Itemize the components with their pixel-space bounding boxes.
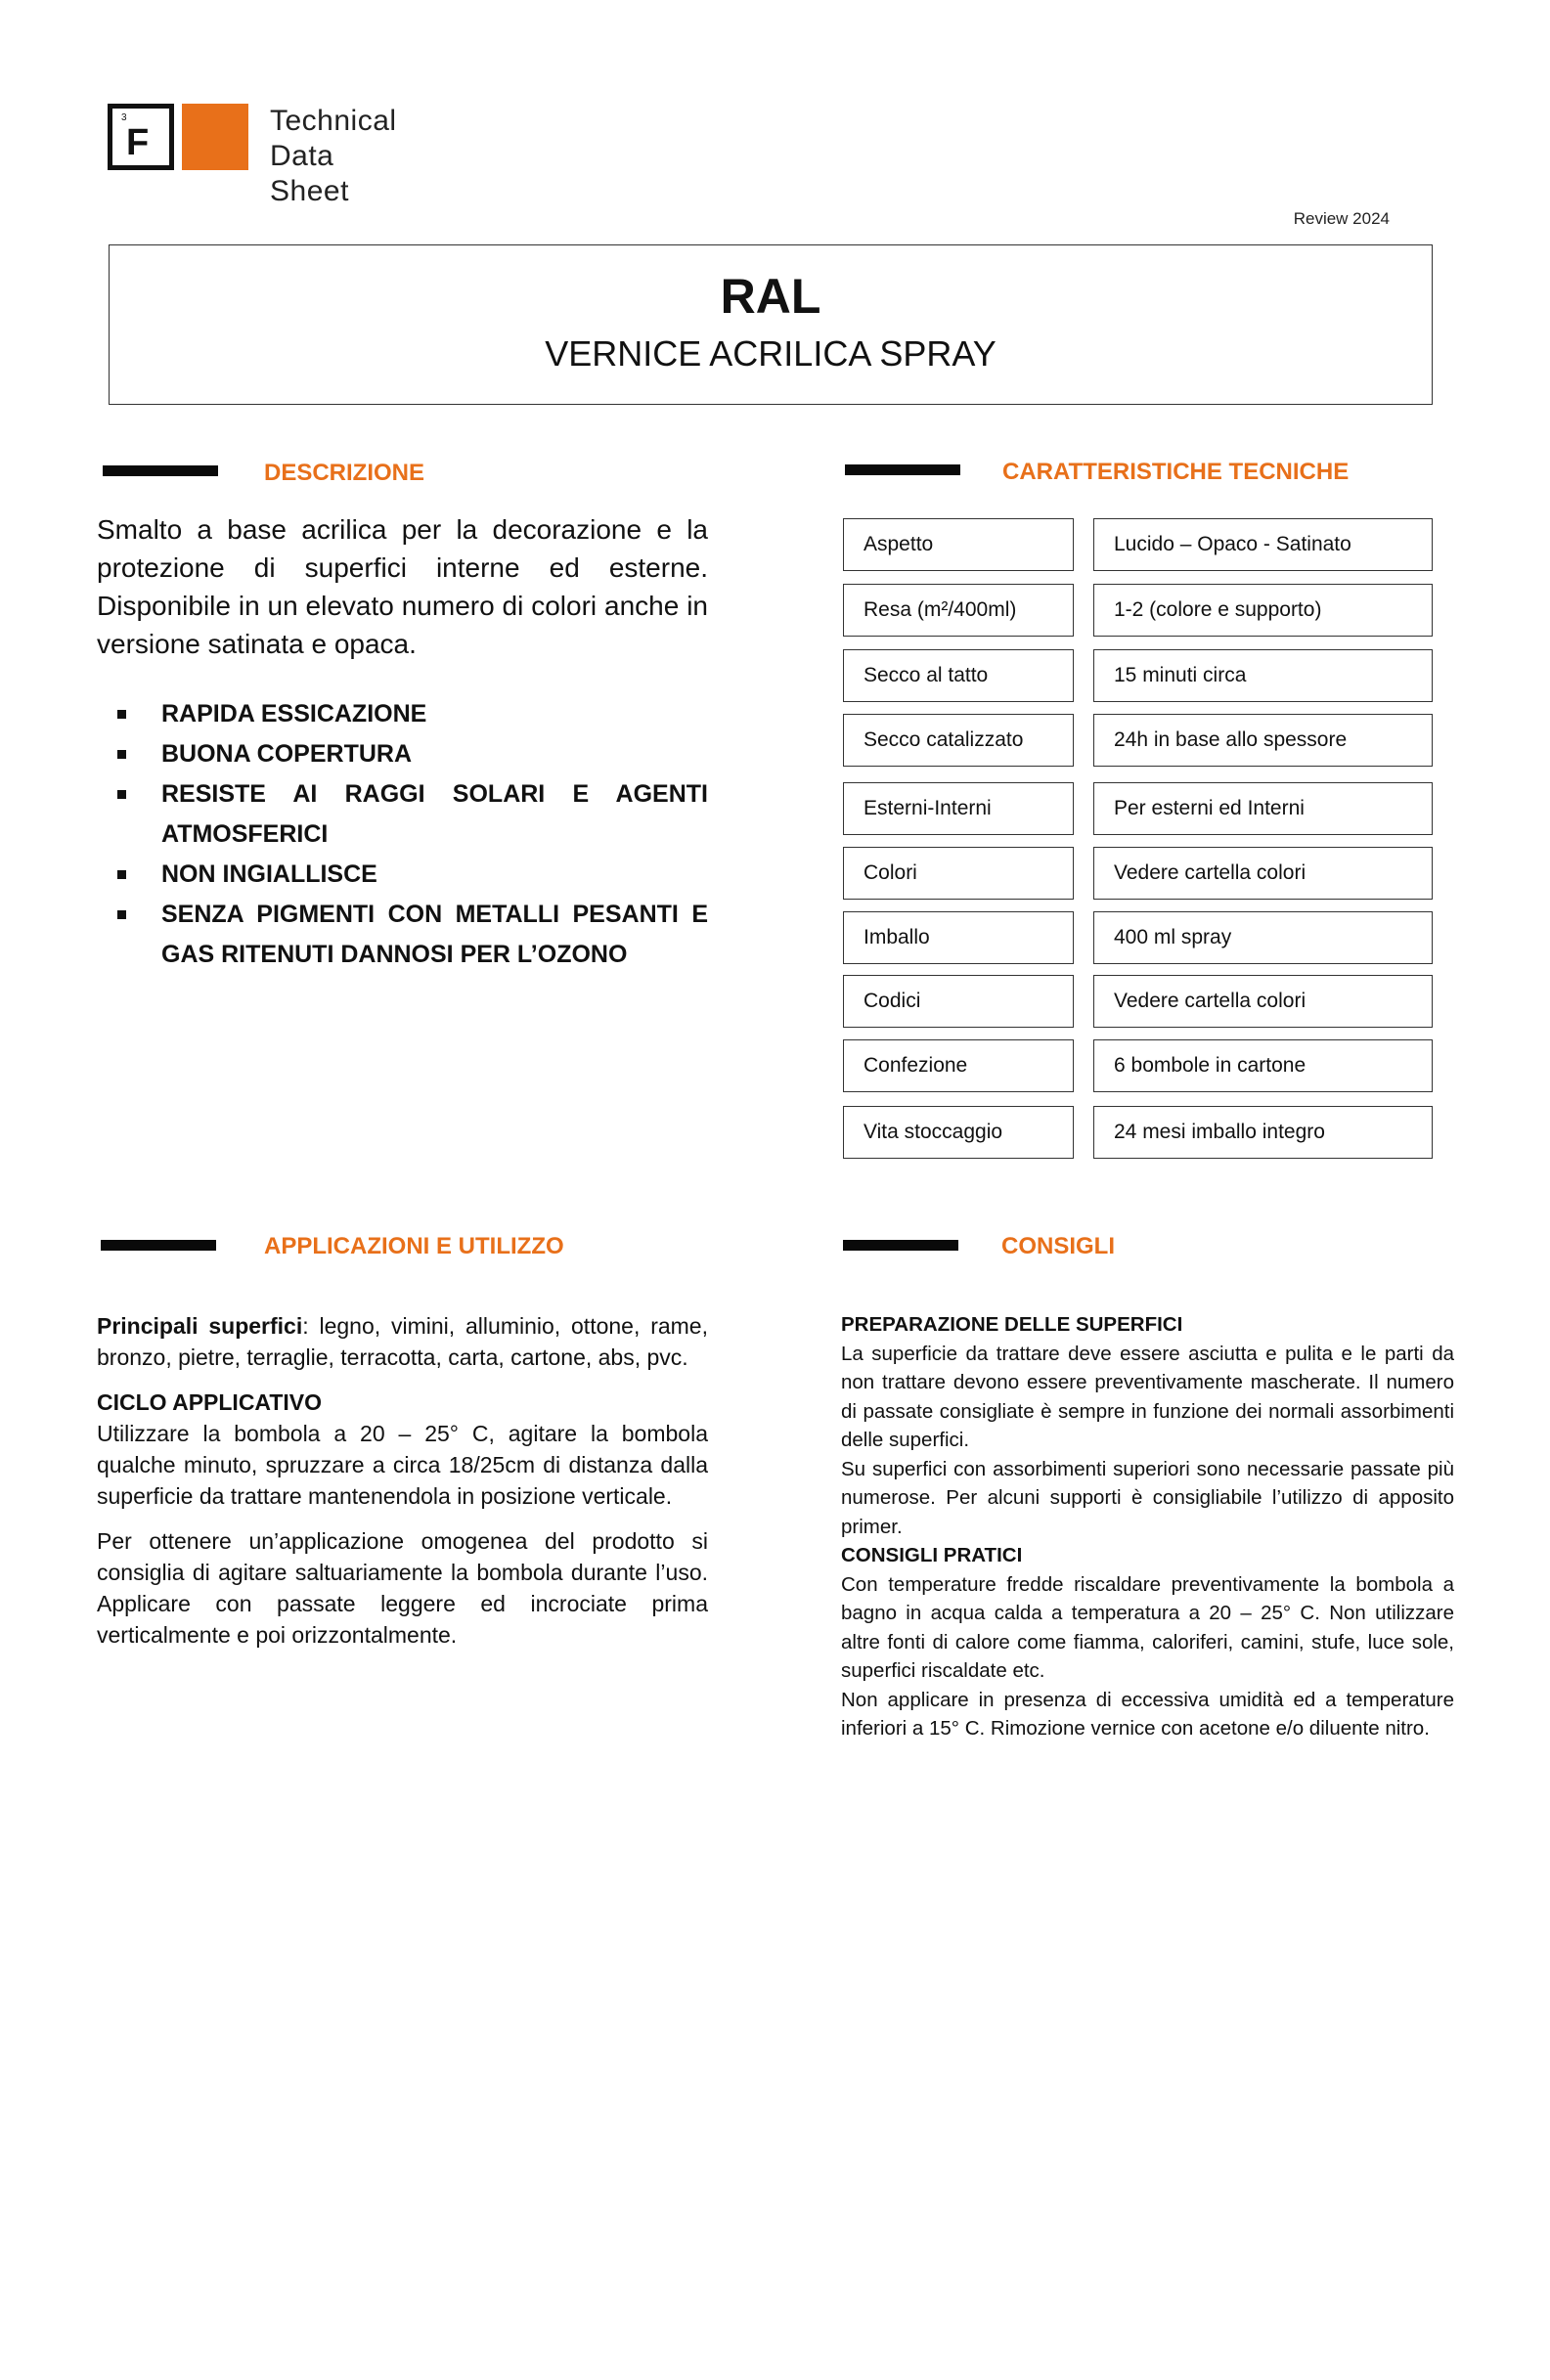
- review-label: Review 2024: [1293, 209, 1390, 228]
- product-subtitle: VERNICE ACRILICA SPRAY: [545, 333, 996, 374]
- tech-key: Vita stoccaggio: [843, 1106, 1074, 1159]
- section-bar-caratteristiche: [845, 464, 960, 475]
- product-title: RAL: [720, 269, 821, 324]
- section-title-caratteristiche: CARATTERISTICHE TECNICHE: [1002, 459, 1350, 485]
- description-text: Smalto a base acrilica per la decorazione e la protezione di superfici interne ed esterne. Disponibile in un elevato numero di colori anche in versione satinata e opaca.: [97, 514, 708, 659]
- table-row: [843, 1039, 1433, 1092]
- prep-text-2: Su superfici con assorbimenti superiori sono necessarie passate più numerose. Per alcuni supporti è consigliabile l’utilizzo di apposito primer.: [841, 1457, 1454, 1538]
- superfici-label: Principali superfici: [97, 1313, 303, 1339]
- tech-key: Aspetto: [843, 518, 1074, 571]
- title-box: [109, 244, 1433, 405]
- section-bar-consigli: [843, 1240, 958, 1251]
- feature-list: [97, 694, 708, 975]
- logo-text: [270, 104, 421, 209]
- list-item: NON INGIALLISCE: [97, 855, 708, 895]
- pratici-text-2: Non applicare in presenza di eccessiva umidità ed a temperature inferiori a 15° C. Rimozione vernice con acetone e/o diluente nitro.: [841, 1688, 1454, 1740]
- tech-key: Secco catalizzato: [843, 714, 1074, 767]
- table-row: [843, 911, 1433, 964]
- section-bar-applicazioni: [101, 1240, 216, 1251]
- tech-value: Lucido – Opaco - Satinato: [1093, 518, 1433, 571]
- table-row: [843, 649, 1433, 702]
- tech-key: Secco al tatto: [843, 649, 1074, 702]
- pratici-text-1: Con temperature fredde riscaldare preventivamente la bombola a bagno in acqua calda a temperatura a 20 – 25° C. Non utilizzare altre fonti di calore come fiamma, caloriferi, camini, stufe, luce sole, superfici riscaldate etc.: [841, 1572, 1454, 1682]
- tech-key: Confezione: [843, 1039, 1074, 1092]
- logo-line-2: Data Sheet: [270, 140, 349, 207]
- section-title-consigli: CONSIGLI: [1001, 1233, 1116, 1259]
- logo-mark: [108, 104, 174, 170]
- list-item: RESISTE AI RAGGI SOLARI E AGENTI ATMOSFERICI: [97, 774, 708, 855]
- table-row: [843, 847, 1433, 900]
- section-title-applicazioni: APPLICAZIONI E UTILIZZO: [264, 1233, 564, 1259]
- tech-value: 24 mesi imballo integro: [1093, 1106, 1433, 1159]
- table-row: [843, 518, 1433, 571]
- superfici-text: : legno, vimini, alluminio, ottone, rame, bronzo, pietre, terraglie, terracotta, carta, cartone, abs, pvc.: [97, 1313, 708, 1370]
- logo-letter: F: [126, 122, 150, 163]
- tech-value: Vedere cartella colori: [1093, 847, 1433, 900]
- prep-text-1: La superficie da trattare deve essere asciutta e pulita e le parti da non trattare devono essere preventivamente mascherate. Il numero di passate consigliate è sempre in funzione dei normali assorbimenti delle superfici.: [841, 1342, 1454, 1451]
- tech-value: Per esterni ed Interni: [1093, 782, 1433, 835]
- tech-value: 6 bombole in cartone: [1093, 1039, 1433, 1092]
- section-bar-descrizione: [103, 465, 218, 476]
- pratici-heading: CONSIGLI PRATICI: [841, 1544, 1023, 1566]
- tech-value: 400 ml spray: [1093, 911, 1433, 964]
- applications-paragraph: Per ottenere un’applicazione omogenea del prodotto si consiglia di agitare saltuariamente la bombola durante l’uso. Applicare con passate leggere ed incrociate prima verticalmente e poi orizzontalmente.: [97, 1528, 708, 1648]
- table-row: [843, 584, 1433, 637]
- tech-key: Imballo: [843, 911, 1074, 964]
- table-row: [843, 1106, 1433, 1159]
- logo-orange-square: [182, 104, 248, 170]
- ciclo-heading: CICLO APPLICATIVO: [97, 1389, 322, 1415]
- consigli-text: [841, 1310, 1454, 1743]
- ciclo-text: Utilizzare la bombola a 20 – 25° C, agitare la bombola qualche minuto, spruzzare a circa 18/25cm di distanza dalla superficie da trattare mantenendola in posizione verticale.: [97, 1421, 708, 1509]
- tech-key: Codici: [843, 975, 1074, 1028]
- tech-value: 24h in base allo spessore: [1093, 714, 1433, 767]
- list-item: SENZA PIGMENTI CON METALLI PESANTI E GAS RITENUTI DANNOSI PER L’OZONO: [97, 895, 708, 975]
- superfici-paragraph: [97, 1310, 708, 1373]
- tech-key: Resa (m²/400ml): [843, 584, 1074, 637]
- logo: [108, 104, 421, 207]
- logo-superscript: 3: [121, 112, 127, 123]
- tech-key: Colori: [843, 847, 1074, 900]
- tech-value: Vedere cartella colori: [1093, 975, 1433, 1028]
- section-title-descrizione: DESCRIZIONE: [264, 460, 425, 486]
- tech-value: 15 minuti circa: [1093, 649, 1433, 702]
- table-row: [843, 714, 1433, 767]
- tech-key: Esterni-Interni: [843, 782, 1074, 835]
- table-row: [843, 975, 1433, 1028]
- tech-value: 1-2 (colore e supporto): [1093, 584, 1433, 637]
- list-item: BUONA COPERTURA: [97, 734, 708, 774]
- table-row: [843, 782, 1433, 835]
- applications-text: [97, 1310, 708, 1664]
- list-item: RAPIDA ESSICAZIONE: [97, 694, 708, 734]
- logo-line-1: Technical: [270, 105, 397, 137]
- prep-heading: PREPARAZIONE DELLE SUPERFICI: [841, 1313, 1183, 1336]
